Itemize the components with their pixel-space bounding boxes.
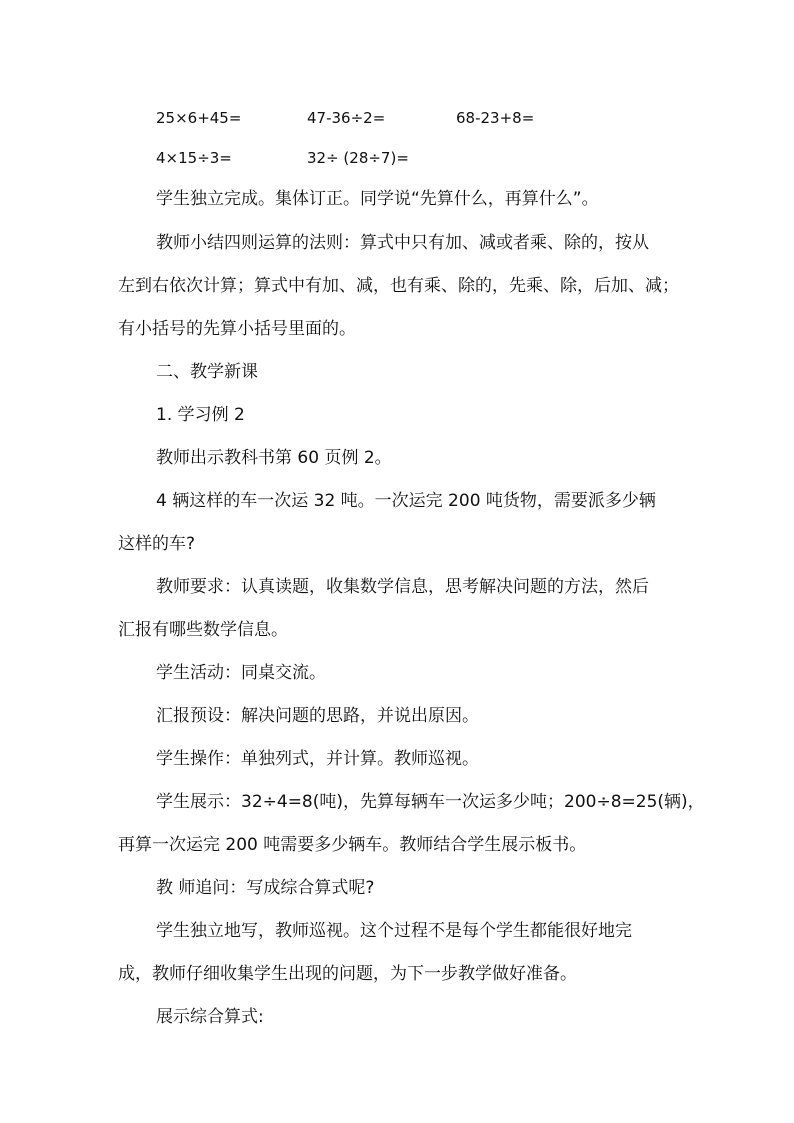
paragraph-line: 学生活动：同桌交流。 [156, 663, 326, 683]
paragraph-line: 再算一次运完 200 吨需要多少辆车。教师结合学生展示板书。 [118, 835, 587, 855]
paragraph-line: 教 师追问：写成综合算式呢? [156, 878, 375, 898]
paragraph-line: 这样的车? [118, 534, 196, 554]
paragraph-line: 教师要求：认真读题，收集数学信息，思考解决问题的方法，然后 [156, 577, 649, 597]
paragraph-line: 学生操作：单独列式，并计算。教师巡视。 [156, 749, 479, 769]
paragraph-line: 学生独立完成。集体订正。同学说“先算什么，再算什么”。 [156, 189, 599, 209]
expression: 47-36÷2= [307, 109, 386, 127]
paragraph-line: 有小括号的先算小括号里面的。 [118, 319, 356, 339]
paragraph-line: 汇报有哪些数学信息。 [118, 620, 288, 640]
section-heading: 二、教学新课 [156, 362, 258, 382]
expression: 25×6+45= [156, 109, 242, 127]
subsection-heading: 1. 学习例 2 [156, 405, 245, 425]
expression: 4×15÷3= [156, 149, 232, 167]
paragraph-line: 4 辆这样的车一次运 32 吨。一次运完 200 吨货物，需要派多少辆 [156, 491, 656, 511]
paragraph-line: 汇报预设：解决问题的思路，并说出原因。 [156, 706, 479, 726]
paragraph-line: 学生展示：32÷4=8(吨)，先算每辆车一次运多少吨；200÷8=25(辆)， [156, 792, 705, 812]
expression: 68-23+8= [456, 109, 535, 127]
paragraph-line: 教师出示教科书第 60 页例 2。 [156, 448, 392, 468]
paragraph-line: 展示综合算式: [156, 1007, 264, 1027]
paragraph-line: 学生独立地写，教师巡视。这个过程不是每个学生都能很好地完 [156, 921, 632, 941]
paragraph-line: 教师小结四则运算的法则：算式中只有加、减或者乘、除的，按从 [156, 233, 649, 253]
expression: 32÷ (28÷7)= [307, 149, 409, 167]
paragraph-line: 左到右依次计算；算式中有加、减，也有乘、除的，先乘、除，后加、减； [118, 276, 679, 296]
paragraph-line: 成，教师仔细收集学生出现的问题，为下一步教学做好准备。 [118, 964, 577, 984]
